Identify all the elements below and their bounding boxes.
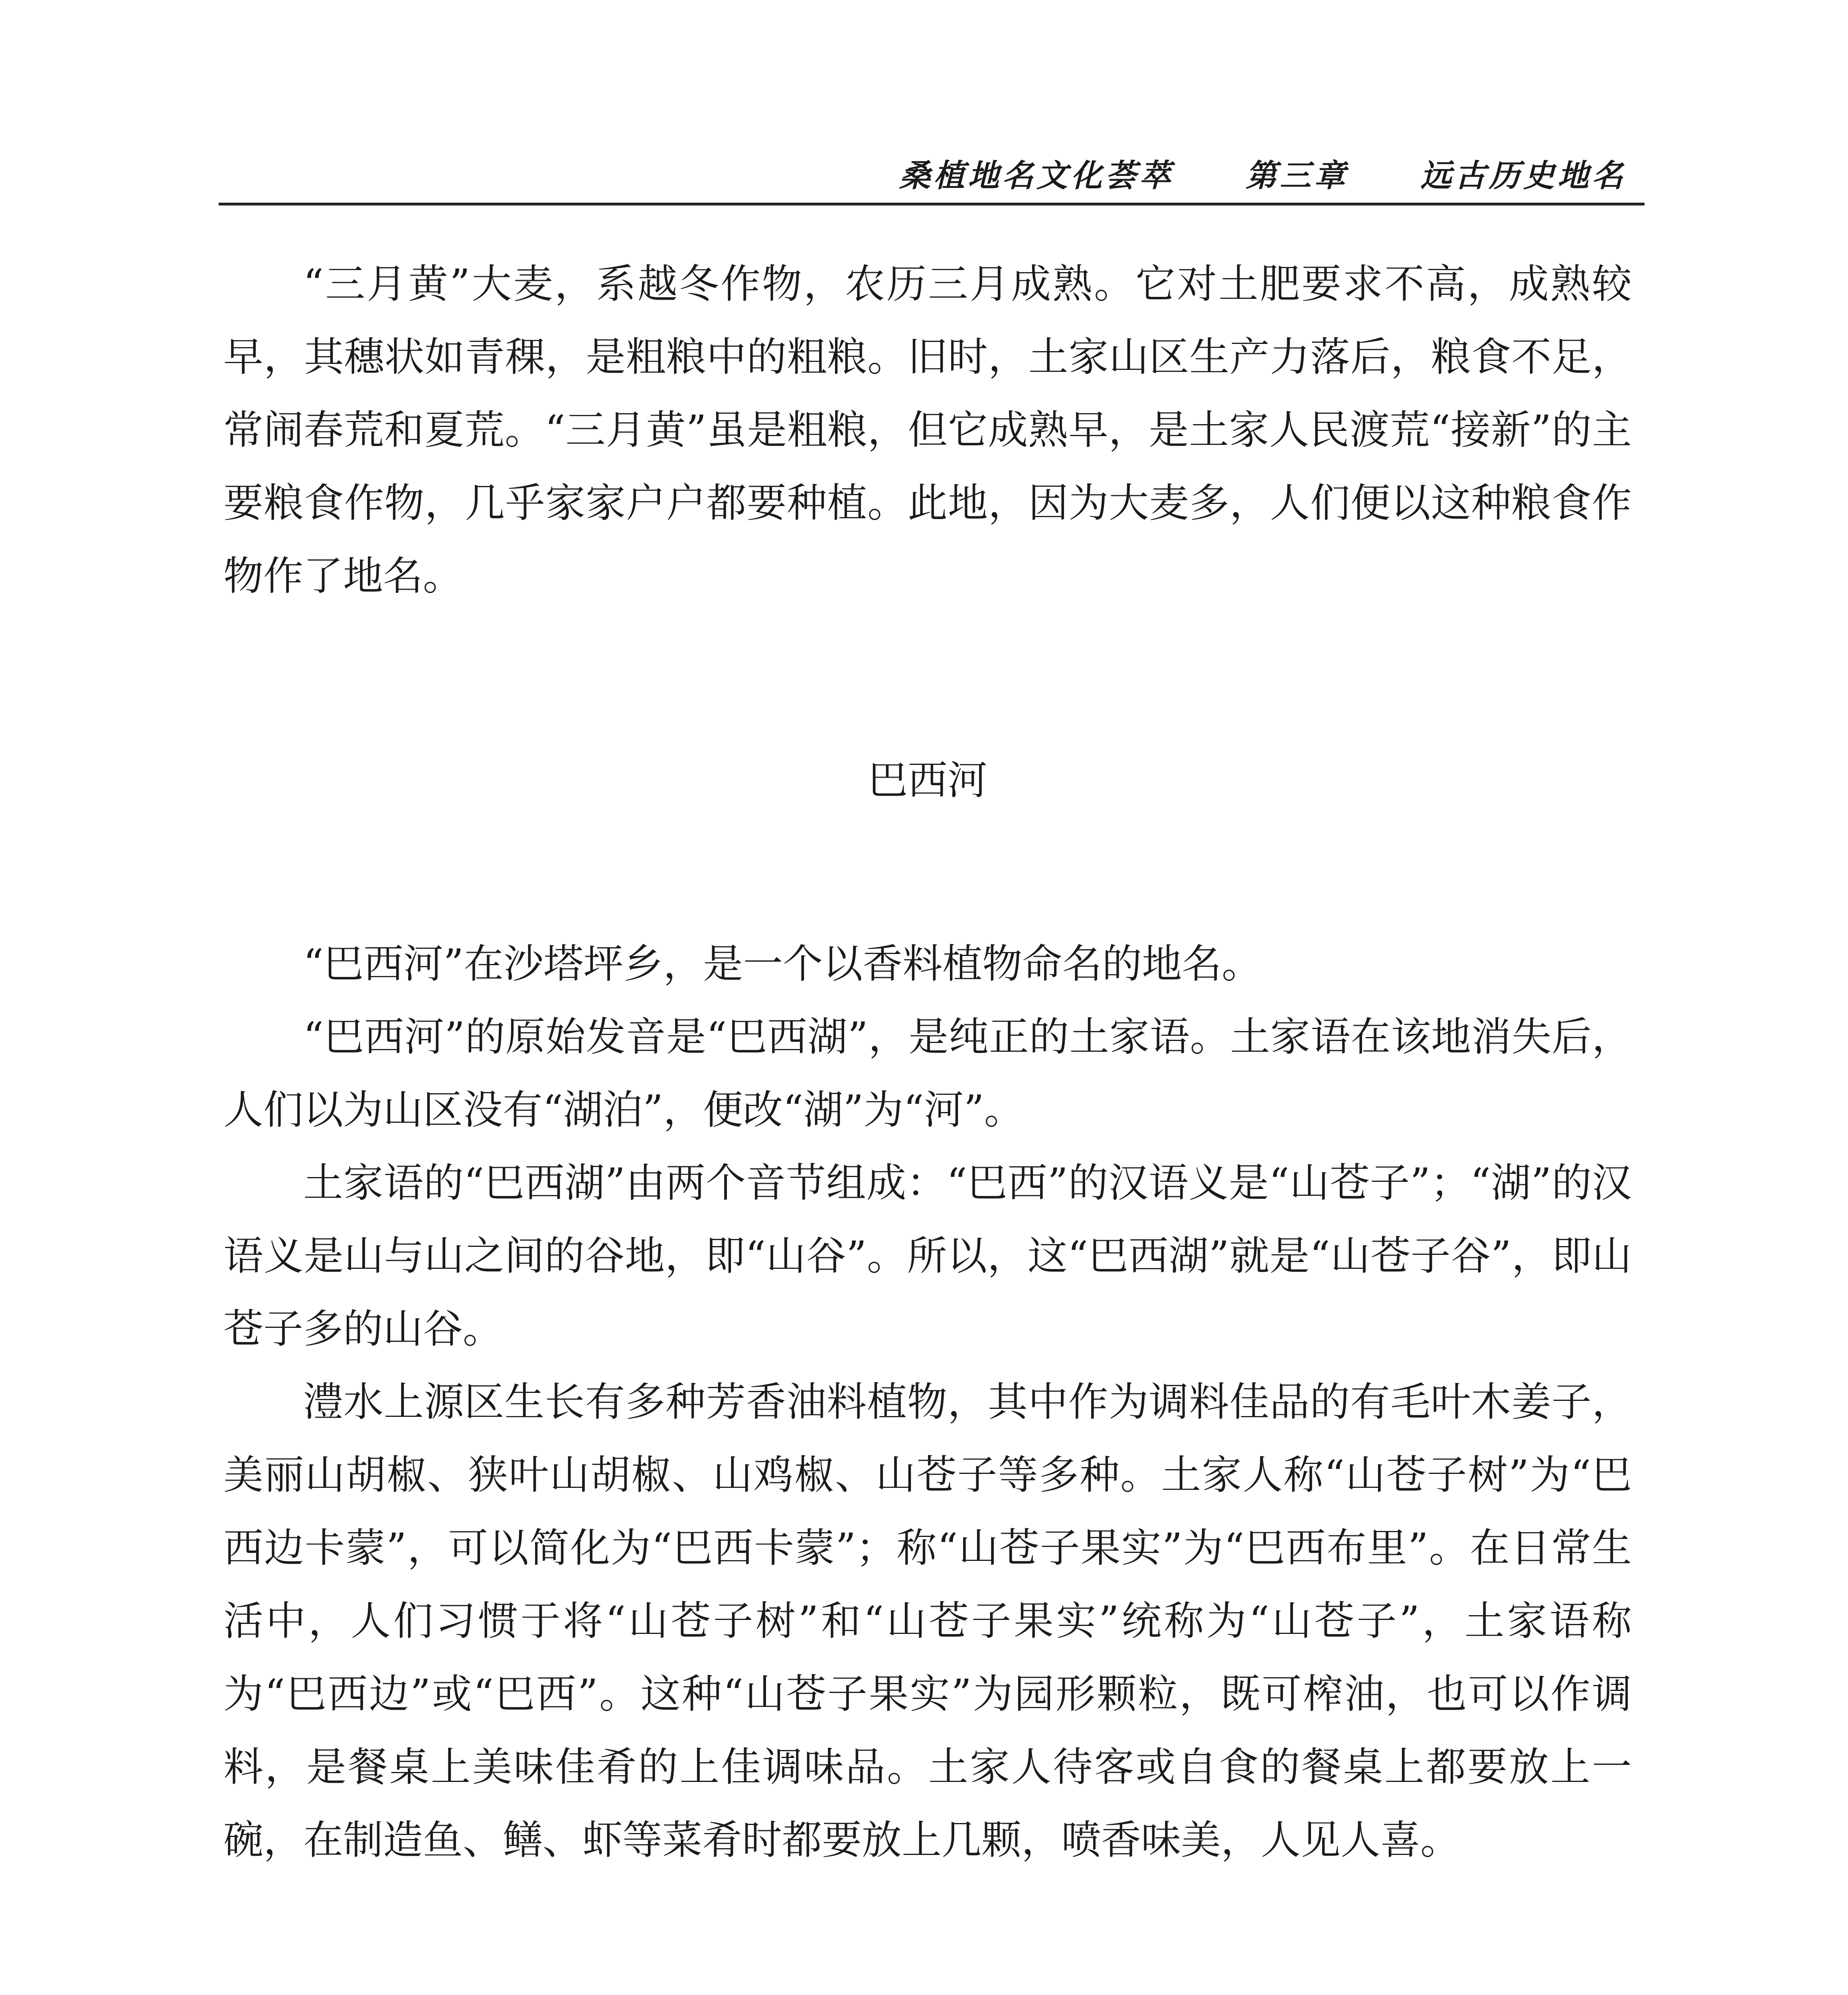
paragraph: 澧水上源区生长有多种芳香油料植物，其中作为调料佳品的有毛叶木姜子，美丽山胡椒、狭叶山胡椒、山鸡椒、山苍子等多种。土家人称“山苍子树”为“巴西边卡蒙”，可以简化为“巴西卡蒙”；称“山苍子果实”为“巴西布里”。在日常生活中，人们习惯于将“山苍子树”和“山苍子果实”统称为“山苍子”，土家语称为“巴西边”或“巴西”。这种“山苍子果实”为园形颗粒，既可榨油，也可以作调料，是餐桌上美味佳肴的上佳调味品。土家人待客或自食的餐桌上都要放上一碗，在制造鱼、鳝、虾等菜肴时都要放上几颗，喷香味美，人见人喜。 [223,1379,1632,1863]
paragraph: “巴西河”在沙塔坪乡，是一个以香料植物命名的地名。 [303,940,1262,987]
header-chapter-title: 远古历史地名 [1420,158,1626,194]
header-book-title: 桑植地名文化荟萃 [899,158,1174,194]
header-text [899,151,1626,196]
running-header [219,151,1645,205]
section-title-baxihe: 巴西河 [868,757,987,804]
page-body [223,247,1632,1995]
paragraph: “巴西河”的原始发音是“巴西湖”，是纯正的土家语。土家语在该地消失后，人们以为山区没有“湖泊”，便改“湖”为“河”。 [223,1013,1632,1133]
header-chapter: 第三章 [1245,158,1348,194]
paragraph: 土家语的“巴西湖”由两个音节组成：“巴西”的汉语义是“山苍子”；“湖”的汉语义是山与山之间的谷地，即“山谷”。所以，这“巴西湖”就是“山苍子谷”，即山苍子多的山谷。 [223,1159,1632,1352]
intro-paragraph: “三月黄”大麦，系越冬作物，农历三月成熟。它对土肥要求不高，成熟较早，其穗状如青稞，是粗粮中的粗粮。旧时，土家山区生产力落后，粮食不足，常闹春荒和夏荒。“三月黄”虽是粗粮，但它成熟早，是土家人民渡荒“接新”的主要粮食作物，几乎家家户户都要种植。此地，因为大麦多，人们便以这种粮食作物作了地名。 [223,261,1632,599]
